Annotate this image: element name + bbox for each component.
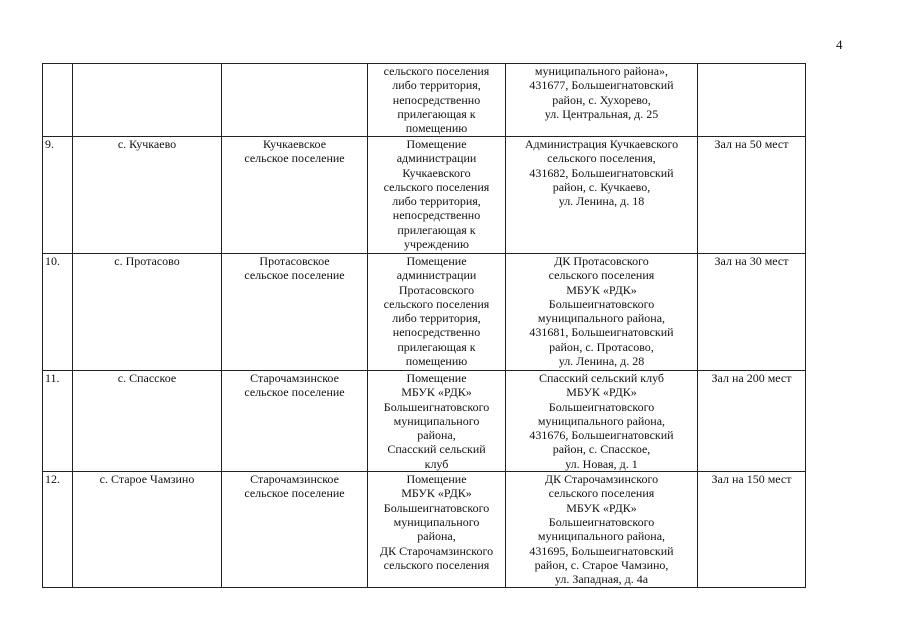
premises-cell xyxy=(368,371,506,472)
row-number-cell: 11. xyxy=(43,371,73,472)
polling-premises-table xyxy=(42,63,806,588)
address-line: район, с. Хухорево, xyxy=(552,92,651,107)
locality-cell: с. Старое Чамзино xyxy=(73,472,222,588)
settlement-line: Старочамзинское xyxy=(250,472,339,487)
address-cell xyxy=(506,64,698,137)
premises-line: администрации xyxy=(396,268,477,283)
premises-line: учреждению xyxy=(404,237,469,252)
premises-line: Помещение xyxy=(406,371,467,385)
premises-line: сельского поселения xyxy=(383,557,490,572)
settlement-line: сельское поселение xyxy=(244,385,345,400)
address-line: 431682, Большеигнатовский xyxy=(529,165,674,180)
premises-line: Протасовского xyxy=(398,282,475,297)
address-line: Спасский сельский клуб xyxy=(538,371,665,385)
settlement-cell xyxy=(222,371,368,472)
address-line: ул. Ленина, д. 28 xyxy=(558,354,645,369)
settlement-line: сельское поселение xyxy=(244,268,345,283)
premises-line: либо территория, xyxy=(392,194,481,209)
table-row xyxy=(43,64,806,137)
table-row xyxy=(43,371,806,472)
table-row xyxy=(43,254,806,371)
address-cell xyxy=(506,472,698,588)
row-number-cell xyxy=(43,64,73,137)
premises-line: прилегающая к xyxy=(397,339,476,354)
address-line: район, с. Спасское, xyxy=(552,442,651,457)
address-line: сельского поселения xyxy=(548,486,655,501)
premises-line: Большеигнатовского xyxy=(383,399,490,414)
address-line: сельского поселения xyxy=(548,268,655,283)
capacity-cell xyxy=(698,64,806,137)
capacity-cell: Зал на 200 мест xyxy=(698,371,806,472)
table-row xyxy=(43,137,806,254)
address-line: ул. Ленина, д. 18 xyxy=(558,194,645,209)
address-line: ДК Старочамзинского xyxy=(544,472,659,487)
premises-line: сельского поселения xyxy=(383,179,490,194)
premises-line: района, xyxy=(417,529,456,544)
premises-line: сельского поселения xyxy=(383,296,490,311)
address-line: 431677, Большеигнатовский xyxy=(529,78,674,93)
premises-line: Спасский сельский xyxy=(387,442,486,457)
address-line: ул. Центральная, д. 25 xyxy=(544,106,659,121)
page-number: 4 xyxy=(836,37,843,52)
address-line: МБУК «РДК» xyxy=(566,385,637,400)
address-line: район, с. Кучкаево, xyxy=(552,179,651,194)
premises-line: Помещение xyxy=(406,137,467,151)
address-line: МБУК «РДК» xyxy=(566,500,637,515)
premises-cell xyxy=(368,254,506,371)
premises-line: прилегающая к xyxy=(397,106,476,121)
locality-cell xyxy=(73,64,222,137)
settlement-line: Кучкаевское xyxy=(262,137,327,151)
premises-line: непосредственно xyxy=(392,208,481,223)
premises-line: МБУК «РДК» xyxy=(401,385,472,400)
address-line: 431676, Большеигнатовский xyxy=(529,428,674,443)
premises-line: непосредственно xyxy=(392,325,481,340)
premises-line: сельского поселения xyxy=(383,64,490,78)
address-line: район, с. Протасово, xyxy=(549,339,654,354)
address-line: район, с. Старое Чамзино, xyxy=(534,557,669,572)
address-cell xyxy=(506,254,698,371)
address-line: муниципального района, xyxy=(537,311,666,326)
premises-line: Помещение xyxy=(406,472,467,487)
address-line: Большеигнатовского xyxy=(548,399,655,414)
row-number-cell: 9. xyxy=(43,137,73,254)
address-line: сельского поселения, xyxy=(547,151,656,166)
premises-line: помещению xyxy=(405,121,468,136)
locality-cell: с. Протасово xyxy=(73,254,222,371)
row-number-cell: 10. xyxy=(43,254,73,371)
premises-line: либо территория, xyxy=(392,78,481,93)
settlement-line: сельское поселение xyxy=(244,151,345,166)
premises-cell xyxy=(368,137,506,254)
address-line: муниципального района, xyxy=(537,529,666,544)
settlement-cell xyxy=(222,472,368,588)
address-line: Большеигнатовского xyxy=(548,296,655,311)
premises-line: МБУК «РДК» xyxy=(401,486,472,501)
address-line: 431681, Большеигнатовский xyxy=(529,325,674,340)
settlement-cell xyxy=(222,137,368,254)
row-number-cell: 12. xyxy=(43,472,73,588)
capacity-cell: Зал на 30 мест xyxy=(698,254,806,371)
address-line: ул. Новая, д. 1 xyxy=(565,456,638,471)
premises-line: муниципального xyxy=(393,514,480,529)
settlement-cell xyxy=(222,254,368,371)
address-line: муниципального района, xyxy=(537,413,666,428)
settlement-line: Протасовское xyxy=(259,254,330,268)
premises-line: либо территория, xyxy=(392,311,481,326)
premises-line: клуб xyxy=(424,456,449,471)
premises-line: муниципального xyxy=(393,413,480,428)
premises-line: прилегающая к xyxy=(397,222,476,237)
premises-line: администрации xyxy=(396,151,477,166)
premises-line: ДК Старочамзинского xyxy=(379,543,494,558)
settlement-line: Старочамзинское xyxy=(250,371,339,385)
address-line: ДК Протасовского xyxy=(554,254,649,268)
address-line: 431695, Большеигнатовский xyxy=(529,543,674,558)
premises-line: Кучкаевского xyxy=(402,165,471,180)
capacity-cell: Зал на 50 мест xyxy=(698,137,806,254)
premises-line: района, xyxy=(417,428,456,443)
address-line: муниципального района», xyxy=(534,64,669,78)
address-line: ул. Западная, д. 4а xyxy=(554,572,649,587)
premises-line: непосредственно xyxy=(392,92,481,107)
capacity-cell: Зал на 150 мест xyxy=(698,472,806,588)
address-line: МБУК «РДК» xyxy=(566,282,637,297)
premises-line: Большеигнатовского xyxy=(383,500,490,515)
premises-line: Помещение xyxy=(406,254,467,268)
address-cell xyxy=(506,371,698,472)
premises-cell xyxy=(368,472,506,588)
address-cell xyxy=(506,137,698,254)
premises-cell xyxy=(368,64,506,137)
address-line: Большеигнатовского xyxy=(548,514,655,529)
address-line: Администрация Кучкаевского xyxy=(524,137,679,151)
table-row xyxy=(43,472,806,588)
locality-cell: с. Спасское xyxy=(73,371,222,472)
locality-cell: с. Кучкаево xyxy=(73,137,222,254)
settlement-line: сельское поселение xyxy=(244,486,345,501)
premises-line: помещению xyxy=(405,354,468,369)
settlement-cell xyxy=(222,64,368,137)
